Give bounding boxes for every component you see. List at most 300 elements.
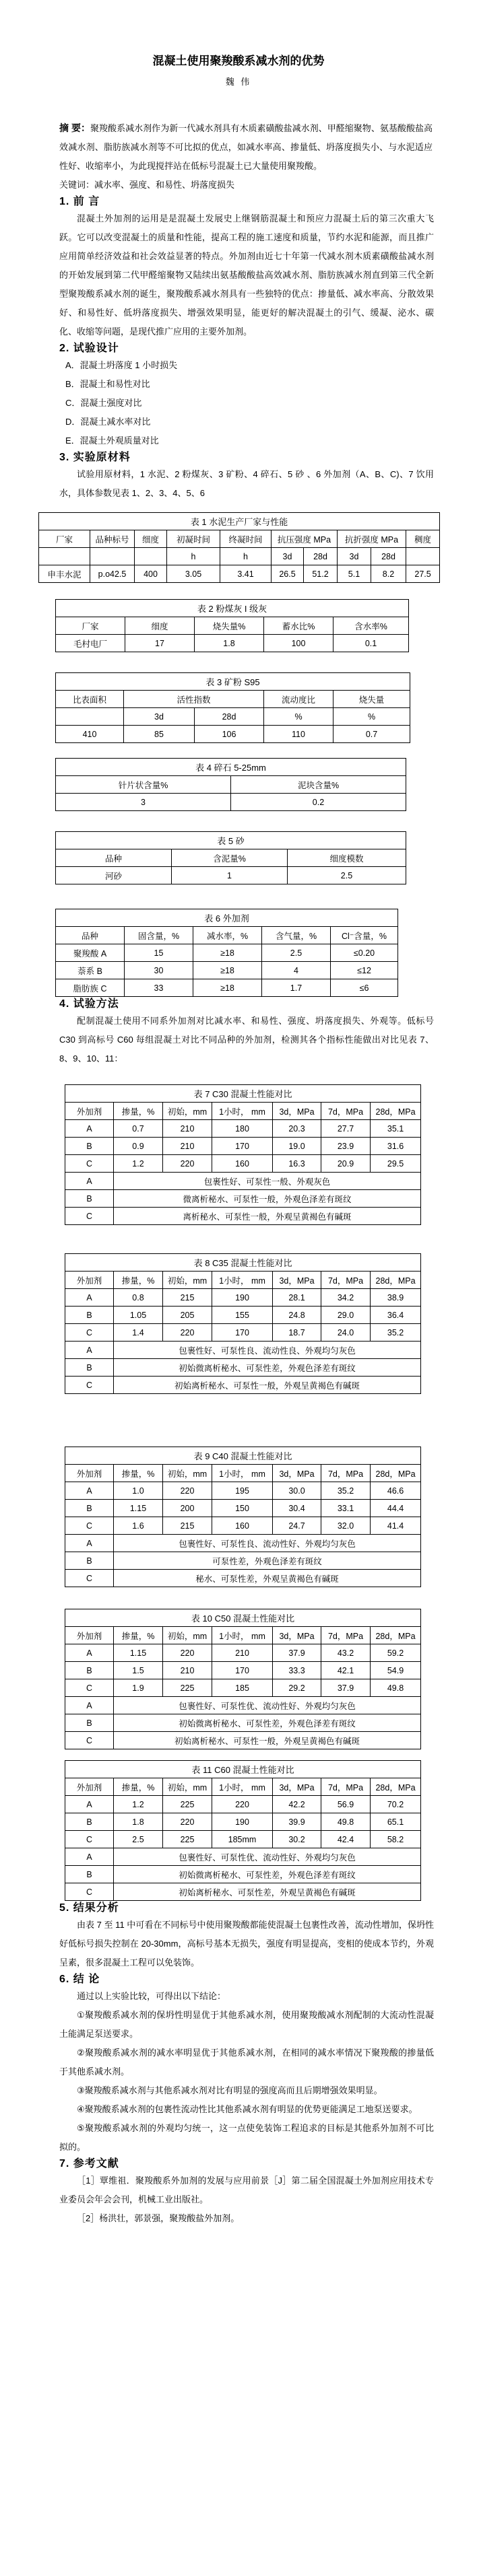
table-cell: 215 (163, 1289, 212, 1307)
table-cell: 减水率，% (193, 927, 262, 944)
table-row (65, 1866, 421, 1883)
table-cell: 39.9 (273, 1813, 321, 1831)
table-cell: 46.6 (371, 1482, 421, 1500)
table-cell: 品种 (56, 849, 172, 867)
table-cell: 细度模数 (288, 849, 406, 867)
table-cell: 抗压强度 MPa (272, 530, 338, 548)
table-holder-5 (0, 831, 477, 884)
table-cell: 195 (212, 1482, 273, 1500)
table-row (65, 1155, 421, 1173)
table-cell: 70.2 (371, 1796, 421, 1813)
table-cell: 190 (212, 1813, 273, 1831)
table-cell: 28d (304, 548, 338, 565)
table-cell: 29.2 (273, 1679, 321, 1697)
table-cell: 3.41 (220, 565, 272, 583)
table-cell: 32.0 (321, 1517, 371, 1535)
table-cell: 200 (163, 1500, 212, 1517)
table-row (65, 1570, 421, 1587)
table-cell (56, 708, 124, 726)
table-row (65, 1465, 421, 1482)
table-cell: 42.4 (321, 1831, 371, 1848)
table-cell: 27.5 (406, 565, 440, 583)
table-cell: B (65, 1500, 114, 1517)
table-cell: 1.2 (114, 1796, 163, 1813)
table-holder-4 (0, 758, 477, 811)
table-row (65, 1697, 421, 1714)
table-cell: 31.6 (371, 1138, 421, 1155)
table-cell: 44.4 (371, 1500, 421, 1517)
table-cell: 比表面积 (56, 691, 124, 708)
table-row (65, 1103, 421, 1120)
table-title: 表 5 砂 (56, 832, 406, 849)
table-cell: C (65, 1324, 114, 1342)
table-row (39, 530, 440, 548)
table-cell: 1小时， mm (212, 1465, 273, 1482)
section-7-heading: 7. 参考文献 (59, 2158, 119, 2169)
table-cell: 包裹性好、可泵性良、流动性好、外观均匀灰色 (114, 1535, 421, 1552)
table-cell: 33.1 (321, 1500, 371, 1517)
table-title-row (56, 759, 406, 776)
table-cell: 细度 (135, 530, 167, 548)
conclusion-item-1: ①聚羧酸系减水剂的保坍性明显优于其他系减水剂，使用聚羧酸减水剂配制的大流动性混凝土能满足泵送要求。 (59, 2010, 434, 2039)
table-row (65, 1796, 421, 1813)
table-cell: 7d，MPa (321, 1778, 371, 1796)
table-cell: 160 (212, 1517, 273, 1535)
section-1-paragraph: 混凝土外加剂的运用是是混凝土发展史上继钢筋混凝土和预应力混凝土后的第三次重大飞跃。它可以改变混凝土的质量和性能，提高工程的施工速度和质量，节约水泥和能源，而且推广应用简单经济效益和社会效益显著的特点。外加剂由近七十年第一代减水剂木质素磺酸盐减水剂的开始发展到第二代甲醛缩聚物又陆续出氨基酸酸盐高效减水剂、脂肪族减水剂直到第三代全新型聚羧酸系减水剂的诞生，聚羧酸系减水剂具有一些独特的优点：掺量低、减水率高、分散效果好、和易性好、低坍落度损失、增强效果明显，能更好的解决混凝土的引气、缓凝、泌水、碳化、收缩等问题，是现代推广应用的主要外加剂。 (59, 213, 434, 337)
table-cell: 稠度 (406, 530, 440, 548)
table-8-c35 (65, 1253, 421, 1394)
table-row (56, 726, 410, 743)
table-cell: % (333, 708, 410, 726)
table-row (56, 776, 406, 794)
table-cell (90, 548, 135, 565)
table-cell: 细度 (125, 617, 195, 635)
table-cell: 初始，mm (163, 1778, 212, 1796)
table-row (65, 1359, 421, 1377)
table-cell: 49.8 (321, 1813, 371, 1831)
table-title: 表 4 碎石 5-25mm (56, 759, 406, 776)
table-cell: 38.9 (371, 1289, 421, 1307)
table-cell: 24.7 (273, 1517, 321, 1535)
table-cell: 410 (56, 726, 124, 743)
table-cell: 外加剂 (65, 1627, 114, 1644)
table-cell: 49.8 (371, 1679, 421, 1697)
table-cell: 初始离析秘水、可泵性一般，外观呈黄褐色有碱斑 (114, 1732, 421, 1749)
table-cell: 烧失量% (195, 617, 264, 635)
table-cell: 固含量，% (125, 927, 193, 944)
table-cell: 7d，MPa (321, 1627, 371, 1644)
table-cell: p.o42.5 (90, 565, 135, 583)
table-cell: 包裹性好、可泵性优、流动性好、外观均匀灰色 (114, 1848, 421, 1866)
design-list (0, 356, 477, 450)
table-row (56, 794, 406, 811)
table-cell: 37.9 (273, 1644, 321, 1662)
table-cell: 初始微离析秘水、可泵性差，外观色泽差有斑纹 (114, 1359, 421, 1377)
table-cell: 初始离析秘水、可泵性差，外观呈黄褐色有碱斑 (114, 1883, 421, 1901)
section-5-heading: 5. 结果分析 (59, 1902, 119, 1914)
table-title-row (56, 600, 409, 617)
table-cell: 42.2 (273, 1796, 321, 1813)
table-cell: 37.9 (321, 1679, 371, 1697)
table-cell: 225 (163, 1796, 212, 1813)
table-row (56, 962, 398, 979)
table-cell: 160 (212, 1155, 273, 1173)
table-row (65, 1289, 421, 1307)
table-title: 表 6 外加剂 (56, 909, 398, 927)
table-title-row (39, 513, 440, 530)
reference-1: ［1］覃维祖．聚羧酸系外加剂的发展与应用前景［J］第二届全国混凝土外加剂应用技术专业委员会年会会刊，机械工业出版社。 (59, 2175, 434, 2204)
table-row (65, 1190, 421, 1208)
table-cell: 含水率% (333, 617, 409, 635)
table-row (56, 979, 398, 997)
table-cell: 65.1 (371, 1813, 421, 1831)
table-row (65, 1644, 421, 1662)
table-cell: 8.2 (371, 565, 406, 583)
table-row (65, 1778, 421, 1796)
table-cell: 150 (212, 1500, 273, 1517)
table-cell: 225 (163, 1679, 212, 1697)
table-title-row (56, 832, 406, 849)
table-cell: 可泵性差，外观色泽差有斑纹 (114, 1552, 421, 1570)
table-cell: 155 (212, 1307, 273, 1324)
table-title-row (56, 673, 410, 691)
table-cell: 100 (264, 635, 333, 652)
doc-author: 魏 伟 (225, 77, 252, 87)
table-row (56, 927, 398, 944)
table-holder-11 (0, 1760, 477, 1901)
table-row (65, 1307, 421, 1324)
abstract-label: 摘 要： (59, 123, 90, 133)
conclusion-block (0, 1987, 477, 2157)
table-cell: 180 (212, 1120, 273, 1138)
table-row (56, 691, 410, 708)
abstract-paragraph (59, 118, 433, 176)
table-cell: 掺量，% (114, 1778, 163, 1796)
table-row (65, 1272, 421, 1289)
table-cell: 初始微离析秘水、可泵性差，外观色泽差有斑纹 (114, 1714, 421, 1732)
table-cell: 初始离析秘水、可泵性一般，外观呈黄褐色有碱斑 (114, 1377, 421, 1394)
table-cell: 含气量，% (262, 927, 331, 944)
table-cell: 43.2 (321, 1644, 371, 1662)
table-10-c50 (65, 1609, 421, 1749)
table-row (65, 1535, 421, 1552)
table-cell: 220 (212, 1796, 273, 1813)
table-cell: ≤12 (331, 962, 398, 979)
table-cell: B (65, 1662, 114, 1679)
list-item-a: A．混凝土坍落度 1 小时损失 (65, 360, 178, 370)
table-cell: 泥块含量% (231, 776, 406, 794)
table-row (56, 944, 398, 962)
table-cell: 2.5 (114, 1831, 163, 1848)
table-cell: 106 (195, 726, 264, 743)
table-cell: 24.0 (321, 1324, 371, 1342)
table-cell: 0.1 (333, 635, 409, 652)
table-cell: C (65, 1883, 114, 1901)
table-cell: B (65, 1813, 114, 1831)
table-cell: 30.4 (273, 1500, 321, 1517)
table-cell: 400 (135, 565, 167, 583)
conclusion-item-3: ③聚羧酸系减水剂与其他系减水剂对比有明显的强度高而且后期增强效果明显。 (77, 2085, 383, 2095)
conclusion-item-4: ④聚羧酸系减水剂的包裹性流动性比其他系减水剂有明显的优势更能满足工地泵送要求。 (77, 2104, 418, 2114)
table-cell: 1.8 (114, 1813, 163, 1831)
table-cell: C (65, 1377, 114, 1394)
table-title: 表 11 C60 混凝土性能对比 (65, 1761, 421, 1778)
table-cell: 35.2 (371, 1324, 421, 1342)
table-cell: A (65, 1120, 114, 1138)
table-cell: 210 (163, 1120, 212, 1138)
table-title-row (65, 1254, 421, 1272)
table-cell: 225 (163, 1831, 212, 1848)
section-5-paragraph: 由表 7 至 11 中可看在不同标号中使用聚羧酸都能使混凝土包裹性改善，流动性增加，保坍性好低标号损失控制在 20-30mm，高标号基本无损失，强度有明显提高，变相的使成本节约，外观呈素，很多混凝土工程可以免装饰。 (59, 1920, 434, 1968)
table-cell: 包裹性好、可泵性一般、外观灰色 (114, 1173, 421, 1190)
table-cell: 19.0 (273, 1138, 321, 1155)
table-cell: 51.2 (304, 565, 338, 583)
table-row (65, 1732, 421, 1749)
abstract-text: 聚羧酸系减水剂作为新一代减水剂具有木质素磺酸盐减水剂、甲醛缩聚物、氨基酸酸盐高效减水剂、脂肪族减水剂等不可比拟的优点，如减水率高、掺量低、坍落度损失小、与水泥适应性好、收缩率小，为此现搅拌站在低标号混凝土已大量使用聚羧酸。 (59, 123, 433, 171)
table-cell: 外加剂 (65, 1272, 114, 1289)
conclusion-item-5: ⑤聚羧酸系减水剂的外观均匀统一，这一点使免装饰工程追求的目标是其他系外加剂不可比拟的。 (59, 2123, 434, 2152)
table-cell: A (65, 1796, 114, 1813)
table-cell: A (65, 1289, 114, 1307)
table-cell: 26.5 (272, 565, 304, 583)
table-cell: 210 (163, 1662, 212, 1679)
table-cell: 42.1 (321, 1662, 371, 1679)
table-cell: 5.1 (338, 565, 371, 583)
list-item-c: C．混凝土强度对比 (65, 398, 142, 408)
table-cell: A (65, 1173, 114, 1190)
table-cell: 29.5 (371, 1155, 421, 1173)
table-row (65, 1848, 421, 1866)
table-cell: 1.2 (114, 1155, 163, 1173)
table-title-row (65, 1447, 421, 1465)
table-cell: 30.0 (273, 1482, 321, 1500)
table-cell: 28d，MPa (371, 1627, 421, 1644)
table-cell: 聚羧酸 A (56, 944, 125, 962)
table-cell: 秘水、可泵性差，外观呈黄褐色有碱斑 (114, 1570, 421, 1587)
table-cell: 烧失量 (333, 691, 410, 708)
table-row (65, 1552, 421, 1570)
table-cell: A (65, 1644, 114, 1662)
table-cell: ≤0.20 (331, 944, 398, 962)
table-cell: 1.05 (114, 1307, 163, 1324)
table-cell: 1.15 (114, 1644, 163, 1662)
table-holder-3 (0, 672, 477, 743)
table-cell: 23.9 (321, 1138, 371, 1155)
table-cell: 3d，MPa (273, 1778, 321, 1796)
table-cell: 外加剂 (65, 1778, 114, 1796)
table-cell: 30 (125, 962, 193, 979)
table-cell (39, 548, 90, 565)
table-cell: 3d，MPa (273, 1272, 321, 1289)
table-cell: 活性指数 (124, 691, 264, 708)
table-cell: 28.1 (273, 1289, 321, 1307)
table-cell: 17 (125, 635, 195, 652)
table-cell: B (65, 1714, 114, 1732)
table-title-row (65, 1609, 421, 1627)
table-cell: 初始，mm (163, 1627, 212, 1644)
table-5-sand (55, 831, 406, 884)
table-cell: B (65, 1359, 114, 1377)
table-9-c40 (65, 1447, 421, 1587)
table-row (65, 1714, 421, 1732)
table-cell: 35.2 (321, 1482, 371, 1500)
table-cell: 初始微离析秘水、可泵性差，外观色泽差有斑纹 (114, 1866, 421, 1883)
section-6-heading: 6. 结 论 (59, 1974, 100, 1985)
table-cell: 3.05 (167, 565, 220, 583)
table-holder-7 (0, 1084, 477, 1225)
table-cell: ≥18 (193, 944, 262, 962)
table-cell: 掺量，% (114, 1103, 163, 1120)
table-cell: h (167, 548, 220, 565)
table-row (65, 1517, 421, 1535)
table-cell: 28d，MPa (371, 1103, 421, 1120)
table-cell: 品种标号 (90, 530, 135, 548)
section-1-heading: 1. 前 言 (59, 196, 100, 207)
table-row (56, 849, 406, 867)
table-title: 表 7 C30 混凝土性能对比 (65, 1085, 421, 1103)
table-row (65, 1662, 421, 1679)
table-cell: 41.4 (371, 1517, 421, 1535)
table-cell: ≥18 (193, 979, 262, 997)
table-cell: 7d，MPa (321, 1272, 371, 1289)
table-row (65, 1342, 421, 1359)
table-cell: 毛村电厂 (56, 635, 125, 652)
table-row (65, 1883, 421, 1901)
list-item-d: D．混凝土减水率对比 (65, 417, 151, 427)
table-cell: 针片状含量% (56, 776, 231, 794)
table-cell: 1 (172, 867, 288, 884)
table-cell: 220 (163, 1155, 212, 1173)
table-cell (406, 548, 440, 565)
table-cell: 流动度比 (264, 691, 333, 708)
table-title: 表 1 水泥生产厂家与性能 (39, 513, 440, 530)
table-cell: 微离析秘水、可泵性一般，外观色泽差有斑纹 (114, 1190, 421, 1208)
table-cell: 1小时， mm (212, 1272, 273, 1289)
table-cell: Cl⁻含量，% (331, 927, 398, 944)
table-cell: 0.7 (333, 726, 410, 743)
table-cell: C (65, 1679, 114, 1697)
table-row (56, 635, 409, 652)
table-row (56, 708, 410, 726)
table-cell: 18.7 (273, 1324, 321, 1342)
table-4-gravel (55, 758, 406, 811)
table-cell: 0.9 (114, 1138, 163, 1155)
table-cell: A (65, 1535, 114, 1552)
table-title: 表 3 矿粉 S95 (56, 673, 410, 691)
table-cell: 1.5 (114, 1662, 163, 1679)
table-holder-1 (0, 512, 477, 583)
table-cell: C (65, 1831, 114, 1848)
table-cell: 170 (212, 1662, 273, 1679)
table-cell: 1小时， mm (212, 1778, 273, 1796)
table-cell: 2.5 (262, 944, 331, 962)
table-title: 表 9 C40 混凝土性能对比 (65, 1447, 421, 1465)
table-cell: 190 (212, 1289, 273, 1307)
table-cell: 3d (338, 548, 371, 565)
table-cell: 3d，MPa (273, 1103, 321, 1120)
table-cell: 0.7 (114, 1120, 163, 1138)
table-row (65, 1120, 421, 1138)
table-cell: 170 (212, 1324, 273, 1342)
table-cell: C (65, 1155, 114, 1173)
section-3-paragraph: 试验用原材料，1 水泥、2 粉煤灰、3 矿粉、4 碎石、5 砂 、6 外加剂（A、B、C)、7 饮用水，具体参数见表 1、2、3、4、5、6 (59, 469, 434, 498)
table-holder-8 (0, 1253, 477, 1394)
table-title-row (56, 909, 398, 927)
table-cell: C (65, 1208, 114, 1225)
table-holder-6 (0, 909, 477, 997)
table-cell: A (65, 1848, 114, 1866)
table-cell: 3d，MPa (273, 1627, 321, 1644)
table-title-row (65, 1761, 421, 1778)
table-row (65, 1831, 421, 1848)
table-cell: 终凝时间 (220, 530, 272, 548)
table-cell: 220 (163, 1324, 212, 1342)
table-cell: 210 (212, 1644, 273, 1662)
table-cell: 16.3 (273, 1155, 321, 1173)
table-row (65, 1377, 421, 1394)
table-cell: 220 (163, 1644, 212, 1662)
table-cell: 15 (125, 944, 193, 962)
table-cell: 外加剂 (65, 1103, 114, 1120)
table-cell: 外加剂 (65, 1465, 114, 1482)
section-4-paragraph: 配制混凝土使用不同系外加剂对比减水率、和易性、强度、坍落度损失、外观等。低标号 C30 到高标号 C60 每组混凝土对比不同品种的外加剂，检测其各个指标性能做出对比见表 7、8、9、10、11： (59, 1016, 434, 1064)
table-cell: 初凝时间 (167, 530, 220, 548)
table-cell: % (264, 708, 333, 726)
table-cell: 包裹性好、可泵性优、流动性好、外观均匀灰色 (114, 1697, 421, 1714)
table-cell: 1小时， mm (212, 1103, 273, 1120)
section-3-heading: 3. 实验原材料 (59, 452, 131, 463)
table-cell: 29.0 (321, 1307, 371, 1324)
reference-2: ［2］杨洪壮，郭景强，聚羧酸盐外加剂。 (77, 2213, 240, 2223)
table-cell: 0.8 (114, 1289, 163, 1307)
table-cell: 205 (163, 1307, 212, 1324)
table-cell: 3d (272, 548, 304, 565)
table-cell: 7d，MPa (321, 1103, 371, 1120)
table-title: 表 2 粉煤灰 I 级灰 (56, 600, 409, 617)
table-row (65, 1208, 421, 1225)
table-cell: 申丰水泥 (39, 565, 90, 583)
table-holder-9 (0, 1447, 477, 1587)
table-row (65, 1679, 421, 1697)
table-cell: A (65, 1697, 114, 1714)
table-cell: 1小时， mm (212, 1627, 273, 1644)
table-cell: h (220, 548, 272, 565)
table-row (65, 1324, 421, 1342)
table-cell: C (65, 1570, 114, 1587)
table-cell: 33.3 (273, 1662, 321, 1679)
table-cell: 掺量，% (114, 1627, 163, 1644)
table-cell (135, 548, 167, 565)
table-cell: 33 (125, 979, 193, 997)
table-cell: 厂家 (56, 617, 125, 635)
table-cell: 3d，MPa (273, 1465, 321, 1482)
table-cell: 1.15 (114, 1500, 163, 1517)
table-cell: 28d，MPa (371, 1778, 421, 1796)
table-cell: 初始，mm (163, 1103, 212, 1120)
table-1-cement (38, 512, 440, 583)
conclusion-item-2: ②聚羧酸系减水剂的减水率明显优于其他系减水剂，在相同的减水率情况下聚羧酸的掺量低于其他系减水剂。 (59, 2048, 434, 2077)
table-row (65, 1627, 421, 1644)
table-cell: 185 (212, 1679, 273, 1697)
table-row (56, 867, 406, 884)
table-cell: 7d，MPa (321, 1465, 371, 1482)
table-title: 表 8 C35 混凝土性能对比 (65, 1254, 421, 1272)
table-cell: B (65, 1190, 114, 1208)
table-2-flyash (55, 599, 409, 652)
table-row (39, 565, 440, 583)
table-cell: B (65, 1307, 114, 1324)
table-6-admixture (55, 909, 398, 997)
